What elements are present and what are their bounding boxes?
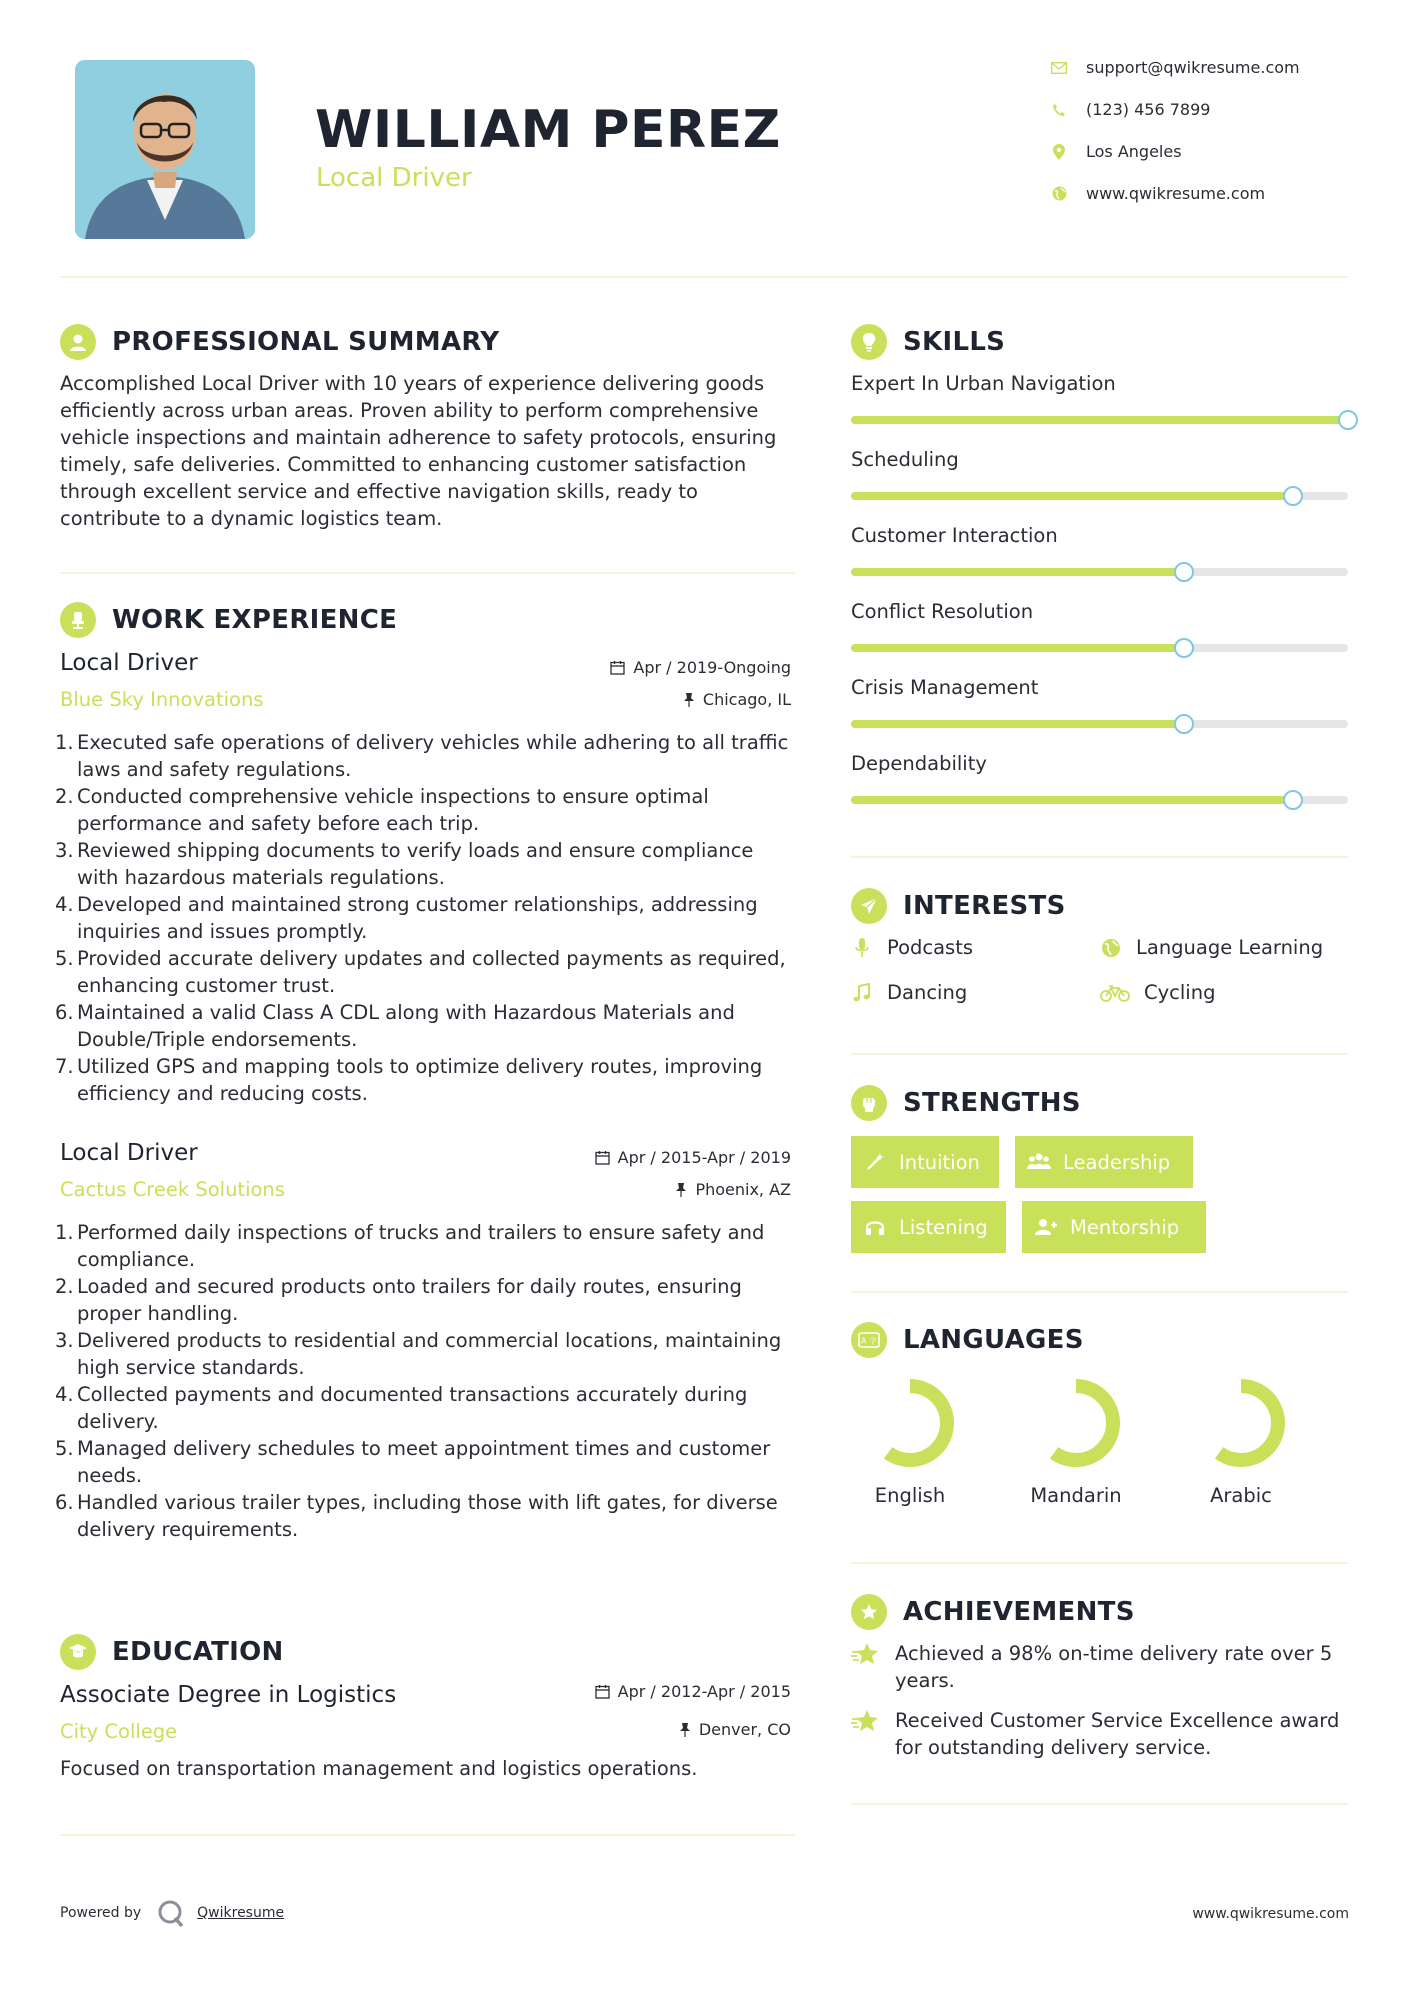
chair-icon bbox=[60, 602, 96, 638]
microphone-icon bbox=[851, 937, 873, 959]
interest-label: Podcasts bbox=[887, 936, 974, 959]
job-1-dates bbox=[610, 658, 791, 677]
skill-label: Conflict Resolution bbox=[851, 600, 1034, 623]
list-item: 3. Reviewed shipping documents to verify loads and ensure compliance with hazardous materials regulations. bbox=[55, 839, 754, 889]
list-item: 7. Utilized GPS and mapping tools to optimize delivery routes, improving efficiency and reducing costs. bbox=[55, 1055, 763, 1105]
languages-title: LANGUAGES bbox=[903, 1325, 1084, 1355]
skill-bar bbox=[851, 568, 1348, 576]
header-divider bbox=[60, 276, 1348, 278]
skill-bar-fill bbox=[851, 492, 1293, 500]
summary-title: PROFESSIONAL SUMMARY bbox=[112, 327, 500, 357]
pushpin-icon bbox=[679, 1722, 691, 1737]
achievements-divider bbox=[851, 1803, 1348, 1805]
skill-bar-fill bbox=[851, 644, 1184, 652]
fist-icon bbox=[851, 1085, 887, 1121]
list-item: 3. Delivered products to residential and commercial locations, maintaining high service standards. bbox=[55, 1329, 782, 1379]
skills-title: SKILLS bbox=[903, 327, 1006, 357]
list-item: 6. Handled various trailer types, including those with lift gates, for diverse delivery requirements. bbox=[55, 1491, 778, 1541]
interest-label: Dancing bbox=[887, 981, 968, 1004]
candidate-name: WILLIAM PEREZ bbox=[315, 100, 781, 160]
pushpin-icon bbox=[675, 1182, 687, 1197]
contact-location bbox=[1050, 142, 1370, 161]
job-2-location-text: Phoenix, AZ bbox=[695, 1180, 791, 1199]
skill-bar bbox=[851, 796, 1348, 804]
skill-label: Scheduling bbox=[851, 448, 959, 471]
education-dates bbox=[595, 1682, 791, 1701]
list-item: 2. Conducted comprehensive vehicle inspections to ensure optimal performance and safety before each trip. bbox=[55, 785, 709, 835]
education-divider bbox=[60, 1834, 795, 1836]
profile-photo bbox=[75, 60, 255, 239]
skill-bar bbox=[851, 492, 1348, 500]
interests-title: INTERESTS bbox=[903, 891, 1066, 921]
job-1-title: Local Driver bbox=[60, 650, 198, 676]
skill-bar bbox=[851, 644, 1348, 652]
strengths-divider bbox=[851, 1291, 1348, 1293]
paper-plane-icon bbox=[851, 888, 887, 924]
job-2-dates bbox=[595, 1148, 791, 1167]
education-degree: Associate Degree in Logistics bbox=[60, 1682, 397, 1708]
strength-badge-mentorship bbox=[1022, 1201, 1206, 1253]
skill-bar-knob bbox=[1174, 562, 1194, 582]
achievement-item bbox=[851, 1640, 1351, 1694]
list-item: 4. Developed and maintained strong customer relationships, addressing inquiries and issues promptly. bbox=[55, 893, 758, 943]
summary-heading bbox=[60, 324, 499, 360]
language-ring bbox=[1194, 1376, 1288, 1470]
strengths-heading bbox=[851, 1085, 1081, 1121]
headphones-icon bbox=[863, 1215, 887, 1239]
list-item: 1. Performed daily inspections of trucks and trailers to ensure safety and compliance. bbox=[55, 1221, 765, 1271]
skill-bar-fill bbox=[851, 416, 1348, 424]
achievements-title: ACHIEVEMENTS bbox=[903, 1597, 1135, 1627]
language-item-english bbox=[835, 1376, 985, 1507]
education-dates-text: Apr / 2012-Apr / 2015 bbox=[617, 1682, 791, 1701]
strength-badge-leadership bbox=[1015, 1136, 1193, 1188]
language-label: Arabic bbox=[1210, 1484, 1272, 1507]
job-2-company: Cactus Creek Solutions bbox=[60, 1178, 285, 1201]
language-label: Mandarin bbox=[1030, 1484, 1122, 1507]
skill-label: Crisis Management bbox=[851, 676, 1039, 699]
star-icon bbox=[851, 1640, 895, 1694]
interest-item-language-learning bbox=[1100, 936, 1323, 959]
calendar-icon bbox=[610, 660, 625, 675]
skill-bar-knob bbox=[1283, 790, 1303, 810]
lightbulb-icon bbox=[851, 324, 887, 360]
job-2-title: Local Driver bbox=[60, 1140, 198, 1166]
skill-label: Expert In Urban Navigation bbox=[851, 372, 1116, 395]
interests-heading bbox=[851, 888, 1066, 924]
languages-heading bbox=[851, 1322, 1084, 1358]
language-ring bbox=[863, 1376, 957, 1470]
contact-email-text: support@qwikresume.com bbox=[1086, 58, 1300, 77]
footer-powered-by bbox=[60, 1898, 284, 1928]
user-plus-icon bbox=[1034, 1215, 1058, 1239]
education-title: EDUCATION bbox=[112, 1637, 284, 1667]
achievement-item bbox=[851, 1707, 1351, 1761]
star-badge-icon bbox=[851, 1594, 887, 1630]
user-icon bbox=[60, 324, 96, 360]
strength-badge-intuition bbox=[851, 1136, 999, 1188]
skills-divider bbox=[851, 856, 1348, 858]
list-item: 6. Maintained a valid Class A CDL along with Hazardous Materials and Double/Triple endorsements. bbox=[55, 1001, 735, 1051]
achievements-heading bbox=[851, 1594, 1135, 1630]
skill-bar-knob bbox=[1174, 714, 1194, 734]
job-1-location bbox=[683, 690, 791, 709]
skill-bar bbox=[851, 416, 1348, 424]
skill-bar-knob bbox=[1174, 638, 1194, 658]
job-2-bullets bbox=[55, 1219, 795, 1543]
contact-phone[interactable] bbox=[1050, 100, 1370, 119]
qwikresume-logo-icon bbox=[155, 1898, 187, 1928]
interest-label: Cycling bbox=[1144, 981, 1216, 1004]
job-1-location-text: Chicago, IL bbox=[702, 690, 791, 709]
bicycle-icon bbox=[1100, 982, 1130, 1004]
education-school: City College bbox=[60, 1720, 178, 1743]
qwikresume-link[interactable]: Qwikresume bbox=[197, 1905, 285, 1921]
skill-label: Customer Interaction bbox=[851, 524, 1058, 547]
job-2-location bbox=[675, 1180, 791, 1199]
calendar-icon bbox=[595, 1684, 610, 1699]
language-item-mandarin bbox=[1001, 1376, 1151, 1507]
list-item: 2. Loaded and secured products onto trailers for daily routes, ensuring proper handling. bbox=[55, 1275, 742, 1325]
language-icon bbox=[851, 1322, 887, 1358]
globe-icon bbox=[1100, 937, 1122, 959]
list-item: 5. Managed delivery schedules to meet appointment times and customer needs. bbox=[55, 1437, 771, 1487]
skill-label: Dependability bbox=[851, 752, 987, 775]
education-location-text: Denver, CO bbox=[698, 1720, 791, 1739]
envelope-icon bbox=[1050, 59, 1068, 77]
star-icon bbox=[851, 1707, 895, 1761]
language-label: English bbox=[874, 1484, 946, 1507]
summary-divider bbox=[60, 572, 795, 574]
list-item: 5. Provided accurate delivery updates and collected payments as required, enhancing customer trust. bbox=[55, 947, 786, 997]
job-1-bullets bbox=[55, 729, 795, 1107]
strength-label: Intuition bbox=[899, 1150, 980, 1174]
education-heading bbox=[60, 1634, 284, 1670]
achievement-text: Achieved a 98% on-time delivery rate over 5 years. bbox=[895, 1642, 1333, 1692]
achievement-text: Received Customer Service Excellence award for outstanding delivery service. bbox=[895, 1709, 1340, 1759]
contact-website[interactable] bbox=[1050, 184, 1370, 203]
job-1-dates-text: Apr / 2019-Ongoing bbox=[633, 658, 791, 677]
list-item: 4. Collected payments and documented transactions accurately during delivery. bbox=[55, 1383, 748, 1433]
interest-item-podcasts bbox=[851, 936, 973, 959]
experience-heading bbox=[60, 602, 397, 638]
skill-bar-fill bbox=[851, 796, 1293, 804]
skill-bar-fill bbox=[851, 568, 1184, 576]
contact-phone-text: (123) 456 7899 bbox=[1086, 100, 1211, 119]
strength-label: Mentorship bbox=[1070, 1215, 1180, 1239]
skill-bar-knob bbox=[1338, 410, 1358, 430]
job-1-company: Blue Sky Innovations bbox=[60, 688, 264, 711]
graduate-icon bbox=[60, 1634, 96, 1670]
users-icon bbox=[1027, 1150, 1051, 1174]
contact-email[interactable] bbox=[1050, 58, 1370, 77]
strengths-title: STRENGTHS bbox=[903, 1088, 1081, 1118]
pushpin-icon bbox=[683, 692, 695, 707]
experience-title: WORK EXPERIENCE bbox=[112, 605, 398, 635]
strength-label: Leadership bbox=[1063, 1150, 1171, 1174]
education-location bbox=[679, 1720, 791, 1739]
contact-location-text: Los Angeles bbox=[1086, 142, 1182, 161]
list-item: 1. Executed safe operations of delivery vehicles while adhering to all traffic laws and safety regulations. bbox=[55, 731, 789, 781]
skills-heading bbox=[851, 324, 1005, 360]
summary-text: Accomplished Local Driver with 10 years of experience delivering goods efficiently across urban areas. Proven ability to perform comprehensive vehicle inspections and maintain adherence to safety protocols, ensuring timely, safe deliveries. Committed to enhancing customer satisfaction through excellent service and effective navigation skills, ready to contribute to a dynamic logistics team. bbox=[60, 372, 777, 530]
interests-divider bbox=[851, 1053, 1348, 1055]
strength-badge-listening bbox=[851, 1201, 1006, 1253]
music-note-icon bbox=[851, 982, 873, 1004]
strength-label: Listening bbox=[899, 1215, 988, 1239]
interest-item-cycling bbox=[1100, 981, 1215, 1004]
globe-icon bbox=[1050, 185, 1068, 203]
calendar-icon bbox=[595, 1150, 610, 1165]
interest-item-dancing bbox=[851, 981, 967, 1004]
interest-label: Language Learning bbox=[1136, 936, 1324, 959]
language-ring bbox=[1029, 1376, 1123, 1470]
footer-url[interactable]: www.qwikresume.com bbox=[1192, 1906, 1349, 1922]
skill-bar-knob bbox=[1283, 486, 1303, 506]
magic-wand-icon bbox=[863, 1150, 887, 1174]
phone-icon bbox=[1050, 101, 1068, 119]
contact-website-text: www.qwikresume.com bbox=[1086, 184, 1266, 203]
job-2-dates-text: Apr / 2015-Apr / 2019 bbox=[617, 1148, 791, 1167]
candidate-role: Local Driver bbox=[316, 163, 472, 193]
skill-bar-fill bbox=[851, 720, 1184, 728]
languages-divider bbox=[851, 1562, 1348, 1564]
language-item-arabic bbox=[1166, 1376, 1316, 1507]
map-pin-icon bbox=[1050, 143, 1068, 161]
education-description: Focused on transportation management and logistics operations. bbox=[60, 1757, 698, 1780]
svg-text:A 字: A 字 bbox=[860, 1336, 878, 1346]
skill-bar bbox=[851, 720, 1348, 728]
powered-by-label: Powered by bbox=[60, 1905, 142, 1921]
